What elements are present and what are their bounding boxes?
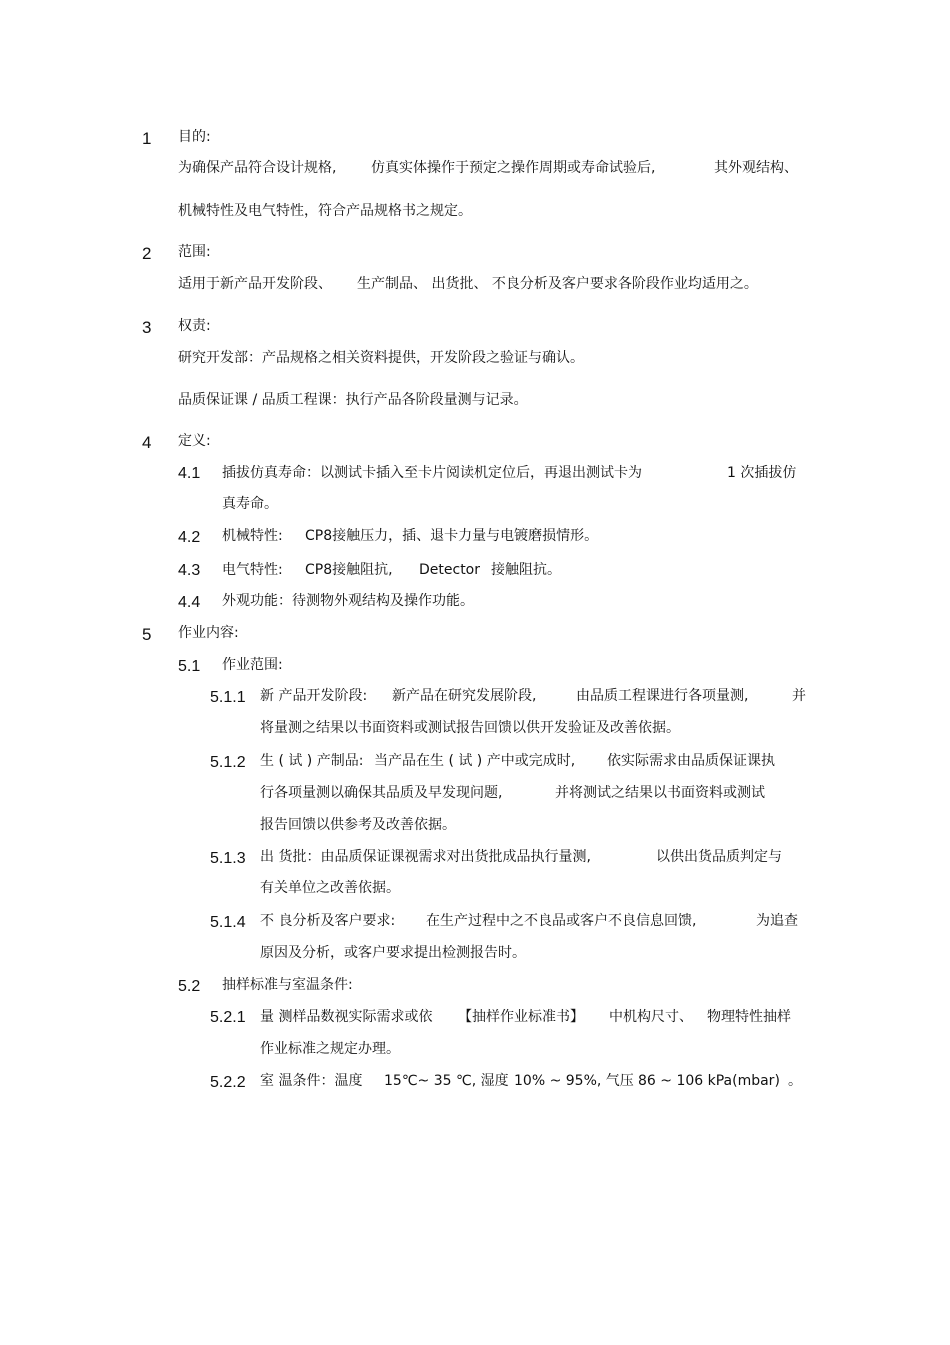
item-4-3-number: 4.3 [178, 562, 201, 579]
item-5-1-1-text-b: 新产品在研究发展阶段, [392, 688, 537, 704]
section-3-title: 权责: [178, 318, 211, 334]
section-5-number: 5 [142, 625, 152, 644]
item-4-1-text-a: 插拔仿真寿命：以测试卡插入至卡片阅读机定位后，再退出测试卡为 [222, 465, 642, 481]
item-4-3-text-b: CP8接触阻抗, [305, 562, 393, 578]
item-5-2-1-number: 5.2.1 [210, 1009, 246, 1026]
section-1-line-1a: 为确保产品符合设计规格, [178, 160, 337, 176]
item-5-1-3-text-b: 以供出货品质判定与 [656, 849, 782, 865]
section-1-line-2: 机械特性及电气特性，符合产品规格书之规定。 [178, 203, 472, 219]
item-5-1-4-text-c: 为追查 [756, 913, 798, 929]
item-5-1-4-line-2: 原因及分析，或客户要求提出检测报告时。 [260, 945, 526, 961]
section-1-title: 目的: [178, 129, 211, 145]
item-5-2-1-text-a: 量 测样品数视实际需求或依 [260, 1009, 433, 1025]
item-5-1-number: 5.1 [178, 658, 201, 675]
item-4-3-text-c: Detector [419, 562, 481, 578]
item-5-1-4-text-b: 在生产过程中之不良品或客户不良信息回馈, [426, 913, 697, 929]
item-5-1-4-text-a: 不 良分析及客户要求: [260, 913, 396, 929]
item-5-1-1-number: 5.1.1 [210, 689, 246, 706]
item-5-1-1-text-d: 并 [792, 688, 806, 704]
item-5-2-2-text-b: 15℃~ 35 ℃, 湿度 [384, 1073, 509, 1089]
section-3-line-1: 研究开发部：产品规格之相关资料提供，开发阶段之验证与确认。 [178, 350, 584, 366]
section-1-number: 1 [142, 129, 152, 148]
item-5-1-title: 作业范围: [222, 657, 283, 673]
section-2-line-1b: 生产制品、 出货批、 不良分析及客户要求各阶段作业均适用之。 [357, 276, 758, 292]
item-4-1-continuation: 真寿命。 [222, 496, 278, 512]
item-4-3-text-a: 电气特性: [222, 562, 283, 578]
item-5-2-2-text-a: 室 温条件：温度 [260, 1073, 363, 1089]
item-5-1-2-text-a: 生 ( 试 ) 产制品: [260, 753, 364, 769]
item-5-1-3-text-a: 出 货批：由品质保证课视需求对出货批成品执行量测, [260, 849, 591, 865]
section-2-number: 2 [142, 244, 152, 263]
item-5-1-2-line-3: 报告回馈以供参考及改善依据。 [260, 817, 456, 833]
item-5-1-2-number: 5.1.2 [210, 754, 246, 771]
item-4-4-text: 外观功能：待测物外观结构及操作功能。 [222, 593, 474, 609]
item-5-2-2-text-c: 10% ~ 95%, 气压 [514, 1073, 634, 1089]
section-2-line-1a: 适用于新产品开发阶段、 [178, 276, 332, 292]
item-5-1-3-line-2: 有关单位之改善依据。 [260, 880, 400, 896]
section-4-title: 定义: [178, 433, 211, 449]
item-5-2-number: 5.2 [178, 978, 201, 995]
section-3-number: 3 [142, 318, 152, 337]
item-5-1-1-line-2: 将量测之结果以书面资料或测试报告回馈以供开发验证及改善依据。 [260, 720, 680, 736]
item-4-2-text-b: CP8接触压力，插、退卡力量与电镀磨损情形。 [305, 528, 599, 544]
item-5-2-1-text-b: 【抽样作业标准书】 [458, 1009, 584, 1025]
item-5-1-3-number: 5.1.3 [210, 850, 246, 867]
item-5-2-2-text-e: 。 [788, 1073, 802, 1089]
item-4-1-number: 4.1 [178, 465, 201, 482]
item-5-1-2-text-c: 依实际需求由品质保证课执 [607, 753, 775, 769]
section-5-title: 作业内容: [178, 625, 239, 641]
item-5-1-2-line-2a: 行各项量测以确保其品质及早发现问题, [260, 785, 503, 801]
section-1-line-1b: 仿真实体操作于预定之操作周期或寿命试验后, [371, 160, 656, 176]
item-5-2-1-text-d: 物理特性抽样 [707, 1009, 791, 1025]
item-4-4-number: 4.4 [178, 594, 201, 611]
item-5-2-title: 抽样标准与室温条件: [222, 977, 353, 993]
item-5-1-2-line-2b: 并将测试之结果以书面资料或测试 [555, 785, 765, 801]
item-4-2-text-a: 机械特性: [222, 528, 283, 544]
item-5-2-2-number: 5.2.2 [210, 1074, 246, 1091]
item-5-1-1-text-c: 由品质工程课进行各项量测, [576, 688, 749, 704]
item-5-1-2-text-b: 当产品在生 ( 试 ) 产中或完成时, [374, 753, 576, 769]
item-4-1-text-b: 1 次插拔仿 [727, 465, 797, 481]
item-4-2-number: 4.2 [178, 529, 201, 546]
item-5-2-2-text-d: 86 ~ 106 kPa(mbar) [638, 1073, 780, 1089]
section-2-title: 范围: [178, 244, 211, 260]
section-3-line-2: 品质保证课 / 品质工程课：执行产品各阶段量测与记录。 [178, 392, 528, 408]
item-5-2-1-text-c: 中机构尺寸、 [609, 1009, 693, 1025]
item-5-1-1-text-a: 新 产品开发阶段: [260, 688, 368, 704]
item-4-3-text-d: 接触阻抗。 [491, 562, 561, 578]
section-1-line-1c: 其外观结构、 [714, 160, 798, 176]
item-5-1-4-number: 5.1.4 [210, 914, 246, 931]
section-4-number: 4 [142, 433, 152, 452]
item-5-2-1-line-2: 作业标准之规定办理。 [260, 1041, 400, 1057]
